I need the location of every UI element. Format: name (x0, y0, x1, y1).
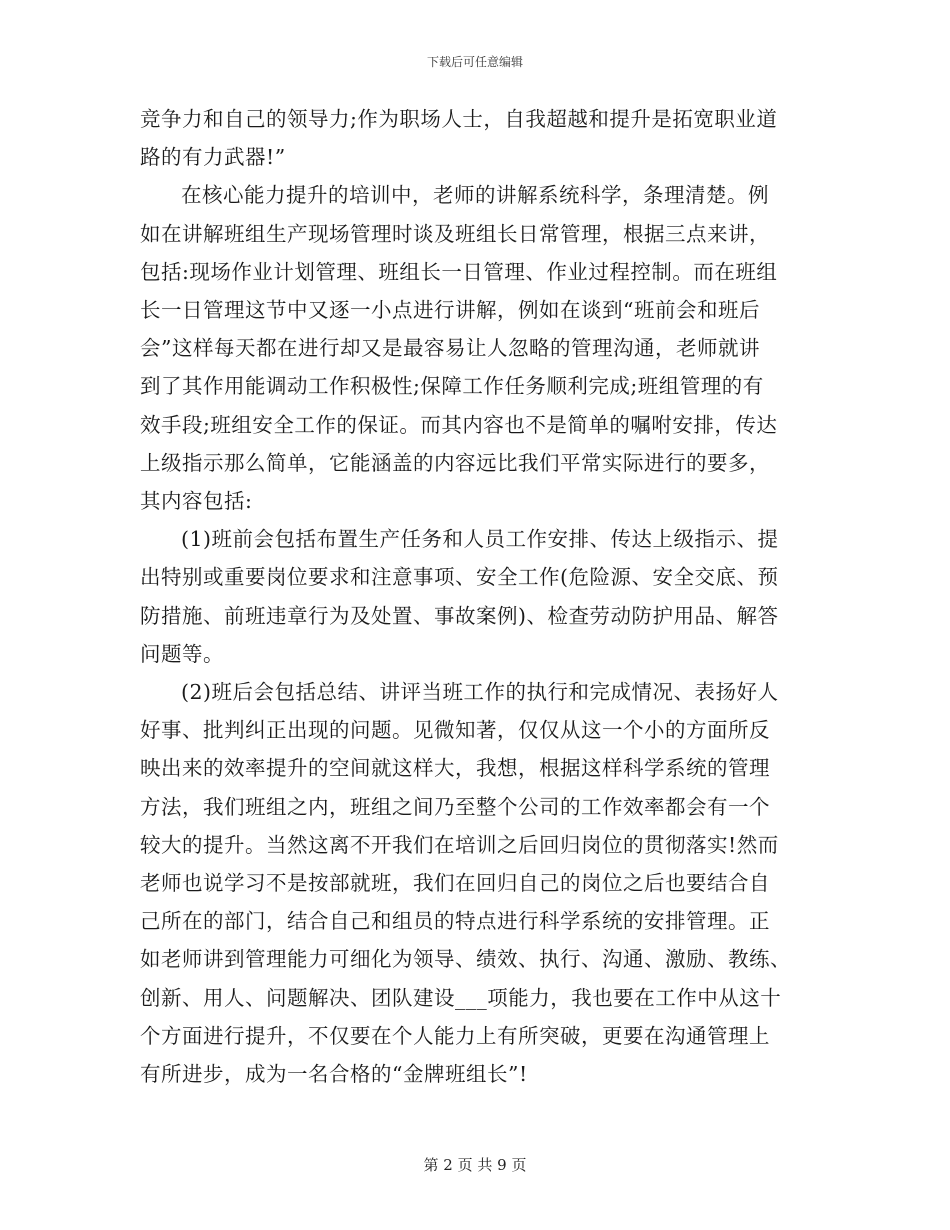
text-line: 出特别或重要岗位要求和注意事项、安全工作(危险源、安全交底、预 (140, 565, 779, 590)
text-line: 如老师讲到管理能力可细化为领导、绩效、执行、沟通、激励、教练、 (140, 947, 791, 972)
document-body (140, 100, 810, 1093)
text-line: 如在讲解班组生产现场管理时谈及班组长日常管理，根据三点来讲， (140, 221, 770, 246)
text-line: 创新、用人、问题解决、团队建设___项能力，我也要在工作中从这十 (140, 985, 782, 1010)
text-line: 效手段;班组安全工作的保证。而其内容也不是简单的嘱咐安排，传达 (140, 412, 778, 437)
paragraph-3 (140, 520, 810, 673)
text-line: 在核心能力提升的培训中，老师的讲解系统科学，条理清楚。例 (181, 183, 769, 208)
text-line: 到了其作用能调动工作积极性;保障工作任务顺利完成;班组管理的有 (140, 374, 764, 399)
page-header: 下载后可任意编辑 (426, 55, 523, 69)
text-line: 路的有力武器!” (140, 145, 286, 170)
text-line: 防措施、前班违章行为及处置、事故案例)、检查劳动防护用品、解答 (140, 603, 779, 628)
text-line: 其内容包括: (140, 489, 253, 514)
text-line: (2)班后会包括总结、讲评当班工作的执行和完成情况、表扬好人 (181, 680, 779, 705)
text-line: 会”这样每天都在进行却又是最容易让人忽略的管理沟通，老师就讲 (140, 336, 760, 361)
page-number: 第 2 页 共 9 页 (423, 1156, 527, 1174)
paragraph-1 (140, 100, 810, 176)
text-line: 好事、批判纠正出现的问题。见微知著，仅仅从这一个小的方面所反 (140, 718, 770, 743)
text-line: (1)班前会包括布置生产任务和人员工作安排、传达上级指示、提 (181, 527, 779, 552)
text-line: 问题等。 (140, 641, 224, 666)
text-line: 己所在的部门，结合自己和组员的特点进行科学系统的安排管理。正 (140, 909, 770, 934)
text-line: 包括:现场作业计划管理、班组长一日管理、作业过程控制。而在班组 (140, 259, 778, 284)
text-line: 个方面进行提升，不仅要在个人能力上有所突破，更要在沟通管理上 (140, 1023, 770, 1048)
paragraph-2 (140, 176, 810, 520)
text-line: 老师也说学习不是按部就班，我们在回归自己的岗位之后也要结合自 (140, 871, 770, 896)
text-line: 有所进步，成为一名合格的“金牌班组长”! (140, 1062, 528, 1087)
text-line: 上级指示那么简单，它能涵盖的内容远比我们平常实际进行的要多， (140, 450, 770, 475)
text-line: 映出来的效率提升的空间就这样大，我想，根据这样科学系统的管理 (140, 756, 770, 781)
text-line: 方法，我们班组之内，班组之间乃至整个公司的工作效率都会有一个 (140, 794, 770, 819)
text-line: 竞争力和自己的领导力;作为职场人士，自我超越和提升是拓宽职业道 (140, 107, 778, 131)
text-line: 较大的提升。当然这离不开我们在培训之后回归岗位的贯彻落实!然而 (140, 832, 779, 857)
paragraph-4 (140, 673, 810, 1093)
text-line: 长一日管理这节中又逐一小点进行讲解，例如在谈到“班前会和班后 (140, 298, 760, 323)
